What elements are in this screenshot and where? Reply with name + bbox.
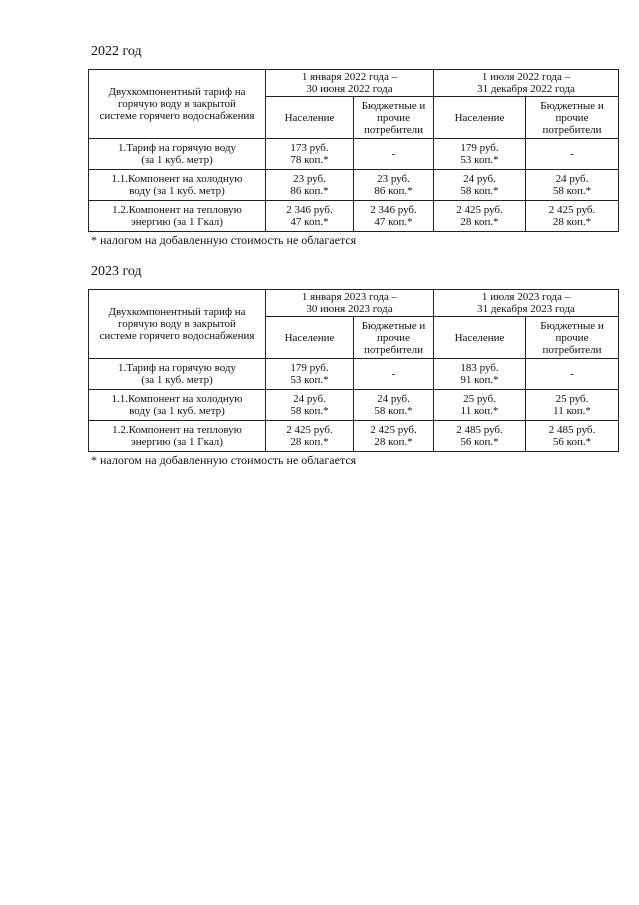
table-cell: 23 руб. 86 коп.* [266, 170, 354, 201]
consumer-header-budget: Бюджетные и прочие потребители [526, 317, 619, 359]
table-cell: 25 руб. 11 коп.* [526, 390, 619, 421]
year-heading: 2022 год [91, 44, 142, 59]
period-header-second-half: 1 июля 2022 года – 31 декабря 2022 года [434, 70, 619, 97]
table-cell: 2 425 руб. 28 коп.* [526, 201, 619, 232]
table-cell: 24 руб. 58 коп.* [526, 170, 619, 201]
tariff-table-2022 [88, 69, 619, 232]
tariff-section-2022 [88, 44, 618, 247]
tariff-table-2023 [88, 289, 619, 452]
consumer-header-population: Население [434, 317, 526, 359]
vat-footnote: * налогом на добавленную стоимость не облагается [91, 453, 357, 467]
table-cell: 25 руб. 11 коп.* [434, 390, 526, 421]
table-row [89, 359, 619, 390]
consumer-header-budget: Бюджетные и прочие потребители [526, 97, 619, 139]
period-header-second-half: 1 июля 2023 года – 31 декабря 2023 года [434, 290, 619, 317]
table-cell: 179 руб. 53 коп.* [266, 359, 354, 390]
table-header-row [89, 70, 619, 97]
consumer-header-population: Население [434, 97, 526, 139]
table-cell: 2 425 руб. 28 коп.* [266, 421, 354, 452]
consumer-header-population: Население [266, 317, 354, 359]
consumer-header-budget: Бюджетные и прочие потребители [354, 97, 434, 139]
table-cell: 2 346 руб. 47 коп.* [266, 201, 354, 232]
table-cell: - [354, 359, 434, 390]
tariff-type-header: Двухкомпонентный тариф на горячую воду в закрытой системе горячего водоснабжения [89, 70, 266, 139]
row-label: 1.Тариф на горячую воду (за 1 куб. метр) [89, 139, 266, 170]
table-cell: 2 425 руб. 28 коп.* [354, 421, 434, 452]
table-row [89, 390, 619, 421]
table-cell: 173 руб. 78 коп.* [266, 139, 354, 170]
period-header-first-half: 1 января 2023 года – 30 июня 2023 года [266, 290, 434, 317]
table-cell: 24 руб. 58 коп.* [266, 390, 354, 421]
table-row [89, 201, 619, 232]
table-cell: - [526, 139, 619, 170]
row-label: 1.1.Компонент на холодную воду (за 1 куб. метр) [89, 170, 266, 201]
year-heading: 2023 год [91, 264, 142, 279]
vat-footnote: * налогом на добавленную стоимость не облагается [91, 233, 357, 247]
row-label: 1.1.Компонент на холодную воду (за 1 куб. метр) [89, 390, 266, 421]
table-cell: 23 руб. 86 коп.* [354, 170, 434, 201]
row-label: 1.2.Компонент на тепловую энергию (за 1 Гкал) [89, 421, 266, 452]
tariff-type-header: Двухкомпонентный тариф на горячую воду в закрытой системе горячего водоснабжения [89, 290, 266, 359]
table-row [89, 170, 619, 201]
table-cell: 2 485 руб. 56 коп.* [526, 421, 619, 452]
period-header-first-half: 1 января 2022 года – 30 июня 2022 года [266, 70, 434, 97]
consumer-header-budget: Бюджетные и прочие потребители [354, 317, 434, 359]
table-cell: 24 руб. 58 коп.* [354, 390, 434, 421]
table-cell: 2 485 руб. 56 коп.* [434, 421, 526, 452]
table-cell: 24 руб. 58 коп.* [434, 170, 526, 201]
table-cell: 183 руб. 91 коп.* [434, 359, 526, 390]
tariff-section-2023 [88, 264, 618, 467]
table-header-row [89, 290, 619, 317]
table-cell: 2 425 руб. 28 коп.* [434, 201, 526, 232]
row-label: 1.2.Компонент на тепловую энергию (за 1 Гкал) [89, 201, 266, 232]
table-cell: - [354, 139, 434, 170]
table-row [89, 139, 619, 170]
table-cell: 2 346 руб. 47 коп.* [354, 201, 434, 232]
table-cell: - [526, 359, 619, 390]
consumer-header-population: Население [266, 97, 354, 139]
row-label: 1.Тариф на горячую воду (за 1 куб. метр) [89, 359, 266, 390]
table-cell: 179 руб. 53 коп.* [434, 139, 526, 170]
table-row [89, 421, 619, 452]
